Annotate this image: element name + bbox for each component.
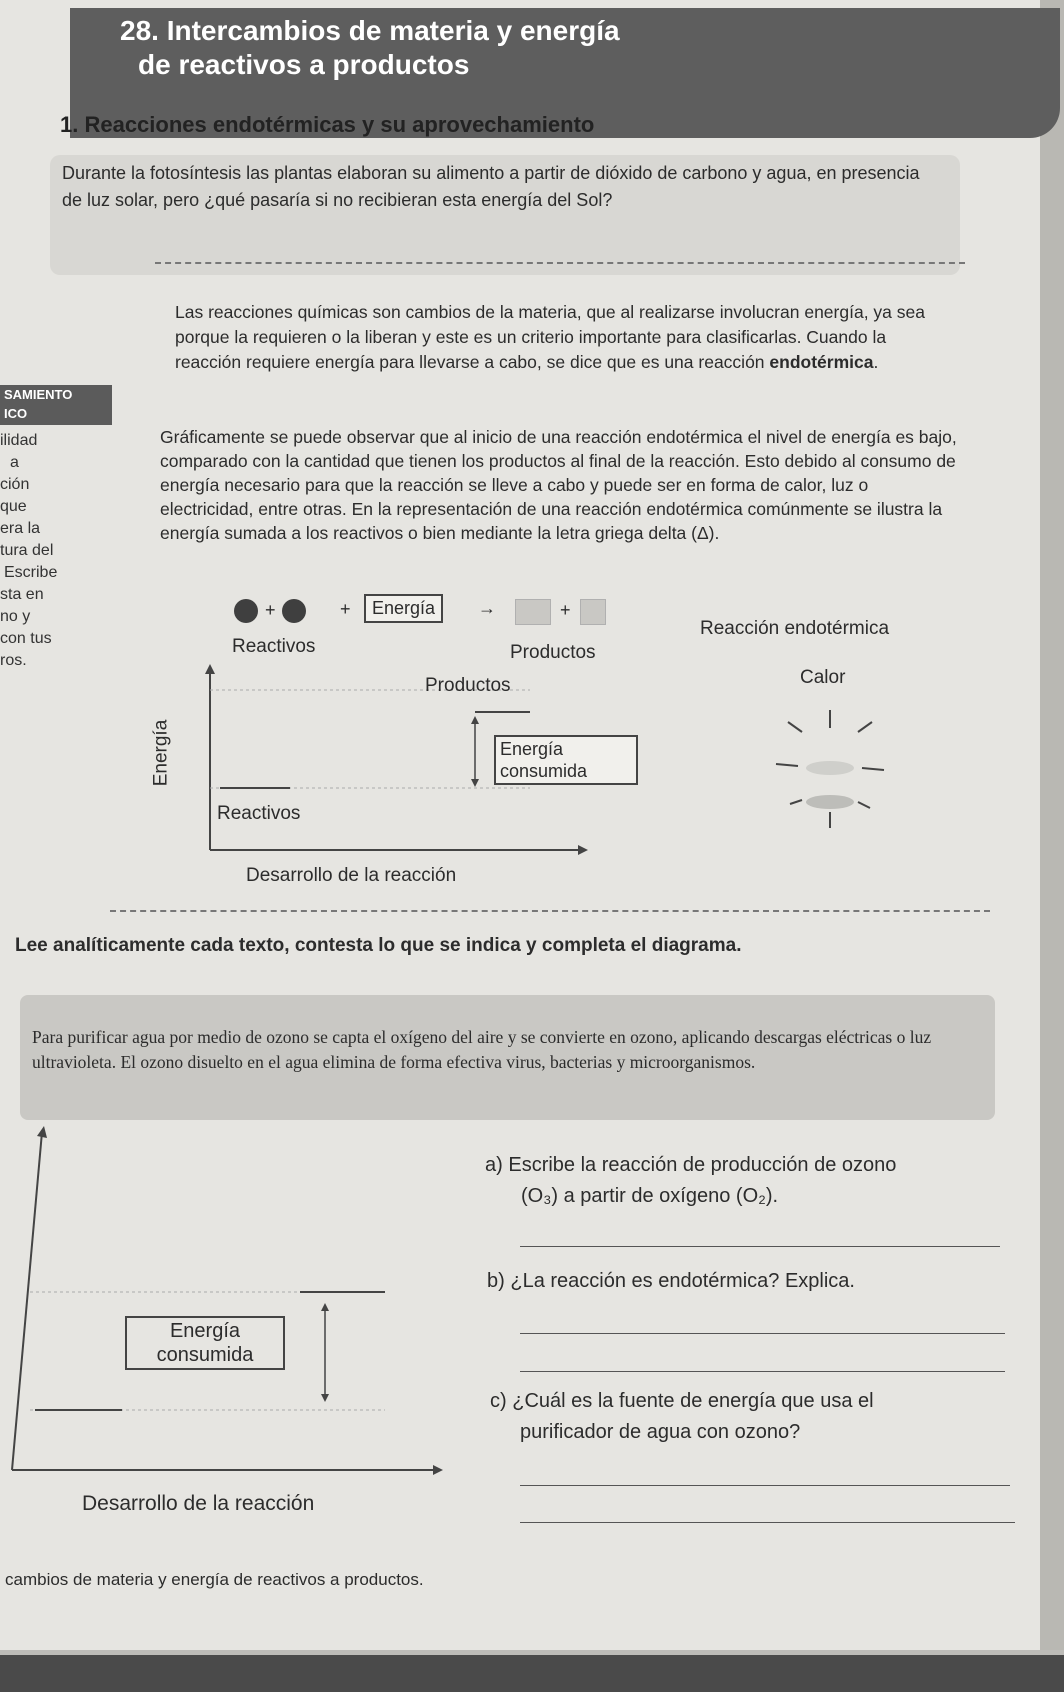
y-axis xyxy=(12,1132,42,1470)
arrowhead xyxy=(471,716,479,724)
intro-text: Durante la fotosíntesis las plantas elaboran su alimento a partir de dióxido de carbono y agua, en presencia de luz solar, pero ¿qué pasaría si no recibieran esta energía del Sol? xyxy=(62,163,920,210)
y-axis-arrowhead xyxy=(37,1126,47,1138)
answer-line-b[interactable] xyxy=(520,1371,1005,1372)
energy-box: Energía xyxy=(364,594,443,623)
page-bottom-shadow xyxy=(0,1655,1064,1692)
energy-diagram-2 xyxy=(0,1120,460,1480)
dashed-divider xyxy=(155,262,965,264)
question-a: a) Escribe la reacción de producción de ozono (O₃) a partir de oxígeno (O₂). xyxy=(485,1154,897,1207)
y-axis-arrowhead xyxy=(205,664,215,674)
page-footer: cambios de materia y energía de reactivos a productos. xyxy=(5,1570,424,1589)
plus-sign: + xyxy=(560,600,571,620)
equation-caption: Reacción endotérmica xyxy=(700,618,890,639)
diagram-reactants-label: Reactivos xyxy=(217,803,301,824)
reactants-label: Reactivos xyxy=(232,636,316,657)
plus-sign: + xyxy=(265,600,276,620)
diagram-products-label: Productos xyxy=(425,675,511,696)
answer-line-c[interactable] xyxy=(520,1522,1015,1523)
x-axis-label: Desarrollo de la reacción xyxy=(246,865,457,886)
reactant-molecule-icon xyxy=(282,599,306,623)
instruction-heading: Lee analíticamente cada texto, contesta lo que se indica y completa el diagrama. xyxy=(15,935,742,956)
x-axis-arrowhead xyxy=(578,845,588,855)
arrowhead xyxy=(321,1394,329,1402)
dashed-divider xyxy=(110,910,990,912)
product-molecule-icon xyxy=(580,599,606,625)
question-b: b) ¿La reacción es endotérmica? Explica. xyxy=(487,1270,855,1292)
theory-paragraph-1: Las reacciones químicas son cambios de la materia, que al realizarse involucran energía, ya sea porque la requieren o la liberan y este es un criterio importante para clasificarlas. Cuando la reacción requiere energía para llevarse a cabo, se dice que es una reacción endotérmica. xyxy=(175,302,925,372)
answer-line-c[interactable] xyxy=(520,1485,1010,1486)
energy-consumed-box: Energía consumida xyxy=(494,735,638,785)
heat-arrow-icon xyxy=(862,768,884,770)
heat-illustration xyxy=(770,700,890,840)
section-title: 1. Reacciones endotérmicas y su aprovechamiento xyxy=(60,112,595,137)
theory-paragraph-2: Gráficamente se puede observar que al inicio de una reacción endotérmica el nivel de energía es bajo, comparado con la cantidad que tienen los productos al final de la reacción. Esto debido al consumo de energía necesario para que la reacción se lleve a cabo y puede ser en forma de calor, luz o electricidad, entre otras. En la representación de una reacción endotérmica comúnmente se ilustra la energía sumada a los reactivos o bien mediante la letra griega delta (Δ). xyxy=(160,427,957,543)
y-axis-label: Energía xyxy=(150,719,172,787)
side-tab: SAMIENTO ICO xyxy=(0,385,112,425)
x-axis-label: Desarrollo de la reacción xyxy=(82,1492,315,1515)
x-axis-arrowhead xyxy=(433,1465,443,1475)
answer-line-a[interactable] xyxy=(520,1246,1000,1247)
heat-arrow-icon xyxy=(858,722,872,732)
arrow-icon: → xyxy=(478,598,496,618)
products-label: Productos xyxy=(510,642,596,663)
heat-arrow-icon xyxy=(788,722,802,732)
answer-line-b[interactable] xyxy=(520,1333,1005,1334)
beaker-bottom xyxy=(806,795,854,809)
page-title: 28. Intercambios de materia y energía de reactivos a productos xyxy=(120,15,620,80)
heat-arrow-icon xyxy=(790,800,802,804)
arrowhead xyxy=(321,1303,329,1311)
ozone-text: Para purificar agua por medio de ozono se capta el oxígeno del aire y se convierte en ozono, aplicando descargas eléctricas o luz ultravioleta. El ozono disuelto en el agua elimina de forma efectiva virus, bacterias y microorganismos. xyxy=(32,1027,932,1072)
heat-arrow-icon xyxy=(776,764,798,766)
reactant-molecule-icon xyxy=(234,599,258,623)
question-c: c) ¿Cuál es la fuente de energía que usa el purificador de agua con ozono? xyxy=(490,1390,874,1443)
heat-arrow-icon xyxy=(858,802,870,808)
beaker-top xyxy=(806,761,854,775)
plus-sign: + xyxy=(340,599,351,619)
energy-consumed-box: Energía consumida xyxy=(125,1316,285,1370)
page-edge xyxy=(1040,0,1064,1650)
heat-label: Calor xyxy=(800,667,846,688)
side-column-fragments: ilidad a ción que era la tura del Escribe sta en no y con tus ros. xyxy=(0,432,58,669)
product-molecule-icon xyxy=(515,599,551,625)
arrowhead xyxy=(471,779,479,787)
